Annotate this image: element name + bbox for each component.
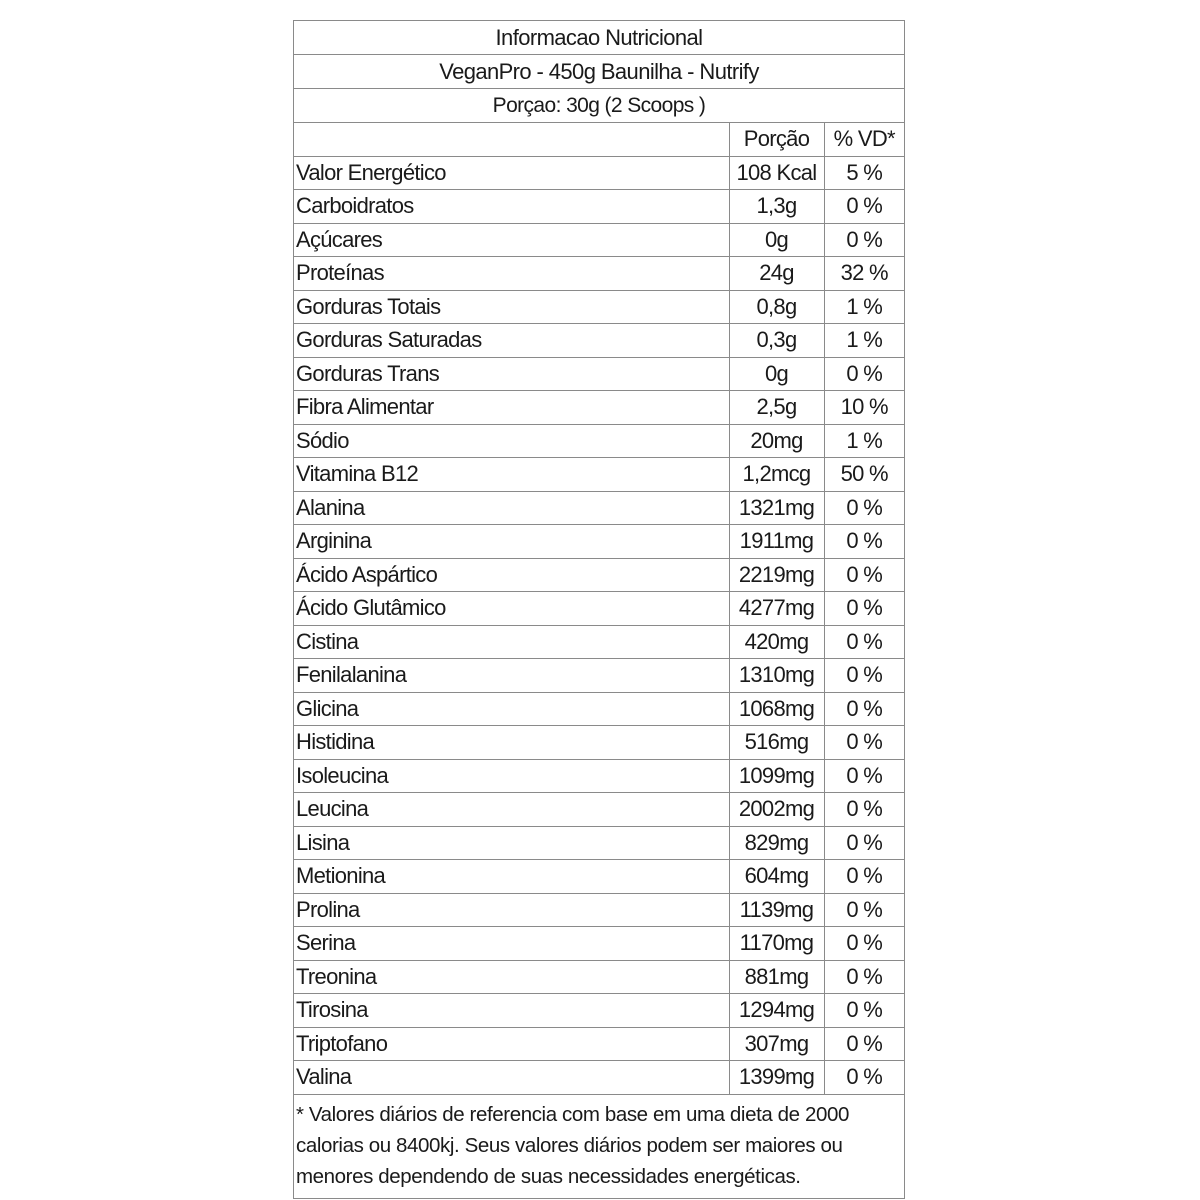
serving-size: Porçao: 30g (2 Scoops ): [294, 89, 904, 123]
nutrient-daily-value: 0 %: [824, 793, 904, 827]
table-row: [294, 893, 904, 927]
nutrient-amount: 108 Kcal: [729, 156, 824, 190]
nutrient-daily-value: 0 %: [824, 491, 904, 525]
nutrient-daily-value: 0 %: [824, 357, 904, 391]
nutrient-name: Vitamina B12: [294, 458, 729, 492]
nutrient-amount: 1068mg: [729, 692, 824, 726]
table-row: [294, 391, 904, 425]
nutrient-amount: 2219mg: [729, 558, 824, 592]
nutrient-daily-value: 0 %: [824, 1027, 904, 1061]
nutrient-amount: 2002mg: [729, 793, 824, 827]
nutrition-facts-label: [293, 20, 905, 1199]
nutrient-name: Lisina: [294, 826, 729, 860]
nutrient-amount: 1170mg: [729, 927, 824, 961]
nutrient-daily-value: 0 %: [824, 190, 904, 224]
table-row: [294, 994, 904, 1028]
nutrient-amount: 0g: [729, 357, 824, 391]
table-row: [294, 223, 904, 257]
table-row: [294, 491, 904, 525]
table-row: [294, 592, 904, 626]
table-row: [294, 927, 904, 961]
nutrient-daily-value: 0 %: [824, 860, 904, 894]
nutrient-name: Treonina: [294, 960, 729, 994]
table-row: [294, 190, 904, 224]
nutrient-name: Triptofano: [294, 1027, 729, 1061]
nutrient-daily-value: 10 %: [824, 391, 904, 425]
nutrient-amount: 1294mg: [729, 994, 824, 1028]
nutrient-name: Ácido Aspártico: [294, 558, 729, 592]
nutrient-amount: 1399mg: [729, 1061, 824, 1095]
column-header-portion: Porção: [729, 123, 824, 156]
nutrient-amount: 420mg: [729, 625, 824, 659]
nutrient-amount: 881mg: [729, 960, 824, 994]
table-row: [294, 357, 904, 391]
nutrient-amount: 20mg: [729, 424, 824, 458]
nutrient-name: Valina: [294, 1061, 729, 1095]
nutrient-name: Isoleucina: [294, 759, 729, 793]
nutrient-name: Gorduras Totais: [294, 290, 729, 324]
nutrition-table: [294, 123, 904, 1095]
nutrient-daily-value: 0 %: [824, 625, 904, 659]
nutrient-name: Ácido Glutâmico: [294, 592, 729, 626]
product-name: VeganPro - 450g Baunilha - Nutrify: [294, 55, 904, 89]
nutrient-daily-value: 0 %: [824, 826, 904, 860]
nutrient-daily-value: 0 %: [824, 994, 904, 1028]
nutrient-daily-value: 0 %: [824, 659, 904, 693]
table-row: [294, 826, 904, 860]
nutrient-amount: 2,5g: [729, 391, 824, 425]
nutrient-name: Leucina: [294, 793, 729, 827]
nutrient-daily-value: 1 %: [824, 424, 904, 458]
nutrient-name: Serina: [294, 927, 729, 961]
nutrient-name: Histidina: [294, 726, 729, 760]
nutrient-name: Sódio: [294, 424, 729, 458]
nutrient-amount: 1,2mcg: [729, 458, 824, 492]
nutrient-amount: 516mg: [729, 726, 824, 760]
nutrient-amount: 1310mg: [729, 659, 824, 693]
nutrient-name: Gorduras Saturadas: [294, 324, 729, 358]
nutrient-daily-value: 0 %: [824, 960, 904, 994]
nutrient-name: Fenilalanina: [294, 659, 729, 693]
nutrient-name: Metionina: [294, 860, 729, 894]
table-row: [294, 558, 904, 592]
nutrient-amount: 0g: [729, 223, 824, 257]
nutrient-amount: 1,3g: [729, 190, 824, 224]
nutrient-amount: 829mg: [729, 826, 824, 860]
nutrient-daily-value: 0 %: [824, 927, 904, 961]
nutrient-amount: 4277mg: [729, 592, 824, 626]
nutrient-amount: 1321mg: [729, 491, 824, 525]
nutrient-daily-value: 1 %: [824, 290, 904, 324]
table-row: [294, 324, 904, 358]
nutrient-daily-value: 5 %: [824, 156, 904, 190]
nutrient-daily-value: 50 %: [824, 458, 904, 492]
nutrient-daily-value: 0 %: [824, 592, 904, 626]
label-title: Informacao Nutricional: [294, 21, 904, 55]
nutrient-name: Açúcares: [294, 223, 729, 257]
nutrient-daily-value: 0 %: [824, 525, 904, 559]
nutrient-name: Carboidratos: [294, 190, 729, 224]
nutrient-daily-value: 1 %: [824, 324, 904, 358]
table-row: [294, 659, 904, 693]
table-row: [294, 692, 904, 726]
nutrient-name: Glicina: [294, 692, 729, 726]
table-header-row: [294, 123, 904, 156]
footnote: * Valores diários de referencia com base em uma dieta de 2000 calorias ou 8400kj. Seus valores diários podem ser maiores ou menores dependendo de suas necessidades energéticas.: [296, 1102, 849, 1188]
table-row: [294, 290, 904, 324]
table-row: [294, 156, 904, 190]
nutrient-amount: 0,8g: [729, 290, 824, 324]
table-row: [294, 257, 904, 291]
nutrient-name: Valor Energético: [294, 156, 729, 190]
nutrient-name: Alanina: [294, 491, 729, 525]
table-row: [294, 1061, 904, 1095]
nutrient-name: Tirosina: [294, 994, 729, 1028]
table-row: [294, 793, 904, 827]
nutrient-daily-value: 0 %: [824, 692, 904, 726]
table-row: [294, 458, 904, 492]
table-row: [294, 424, 904, 458]
nutrient-amount: 307mg: [729, 1027, 824, 1061]
table-row: [294, 960, 904, 994]
column-header-daily-value: % VD*: [824, 123, 904, 156]
nutrient-daily-value: 32 %: [824, 257, 904, 291]
nutrient-name: Prolina: [294, 893, 729, 927]
nutrient-daily-value: 0 %: [824, 726, 904, 760]
nutrient-amount: 0,3g: [729, 324, 824, 358]
table-row: [294, 525, 904, 559]
nutrient-name: Fibra Alimentar: [294, 391, 729, 425]
column-header-nutrient: [294, 123, 729, 156]
nutrient-amount: 604mg: [729, 860, 824, 894]
nutrient-amount: 24g: [729, 257, 824, 291]
table-row: [294, 860, 904, 894]
nutrient-amount: 1911mg: [729, 525, 824, 559]
nutrient-daily-value: 0 %: [824, 558, 904, 592]
nutrient-name: Cistina: [294, 625, 729, 659]
table-row: [294, 1027, 904, 1061]
nutrient-name: Arginina: [294, 525, 729, 559]
nutrient-daily-value: 0 %: [824, 759, 904, 793]
nutrient-name: Proteínas: [294, 257, 729, 291]
nutrient-daily-value: 0 %: [824, 893, 904, 927]
nutrient-amount: 1099mg: [729, 759, 824, 793]
nutrient-amount: 1139mg: [729, 893, 824, 927]
nutrient-rows: [294, 156, 904, 1094]
table-row: [294, 625, 904, 659]
table-row: [294, 726, 904, 760]
nutrient-daily-value: 0 %: [824, 223, 904, 257]
table-row: [294, 759, 904, 793]
nutrient-daily-value: 0 %: [824, 1061, 904, 1095]
nutrient-name: Gorduras Trans: [294, 357, 729, 391]
